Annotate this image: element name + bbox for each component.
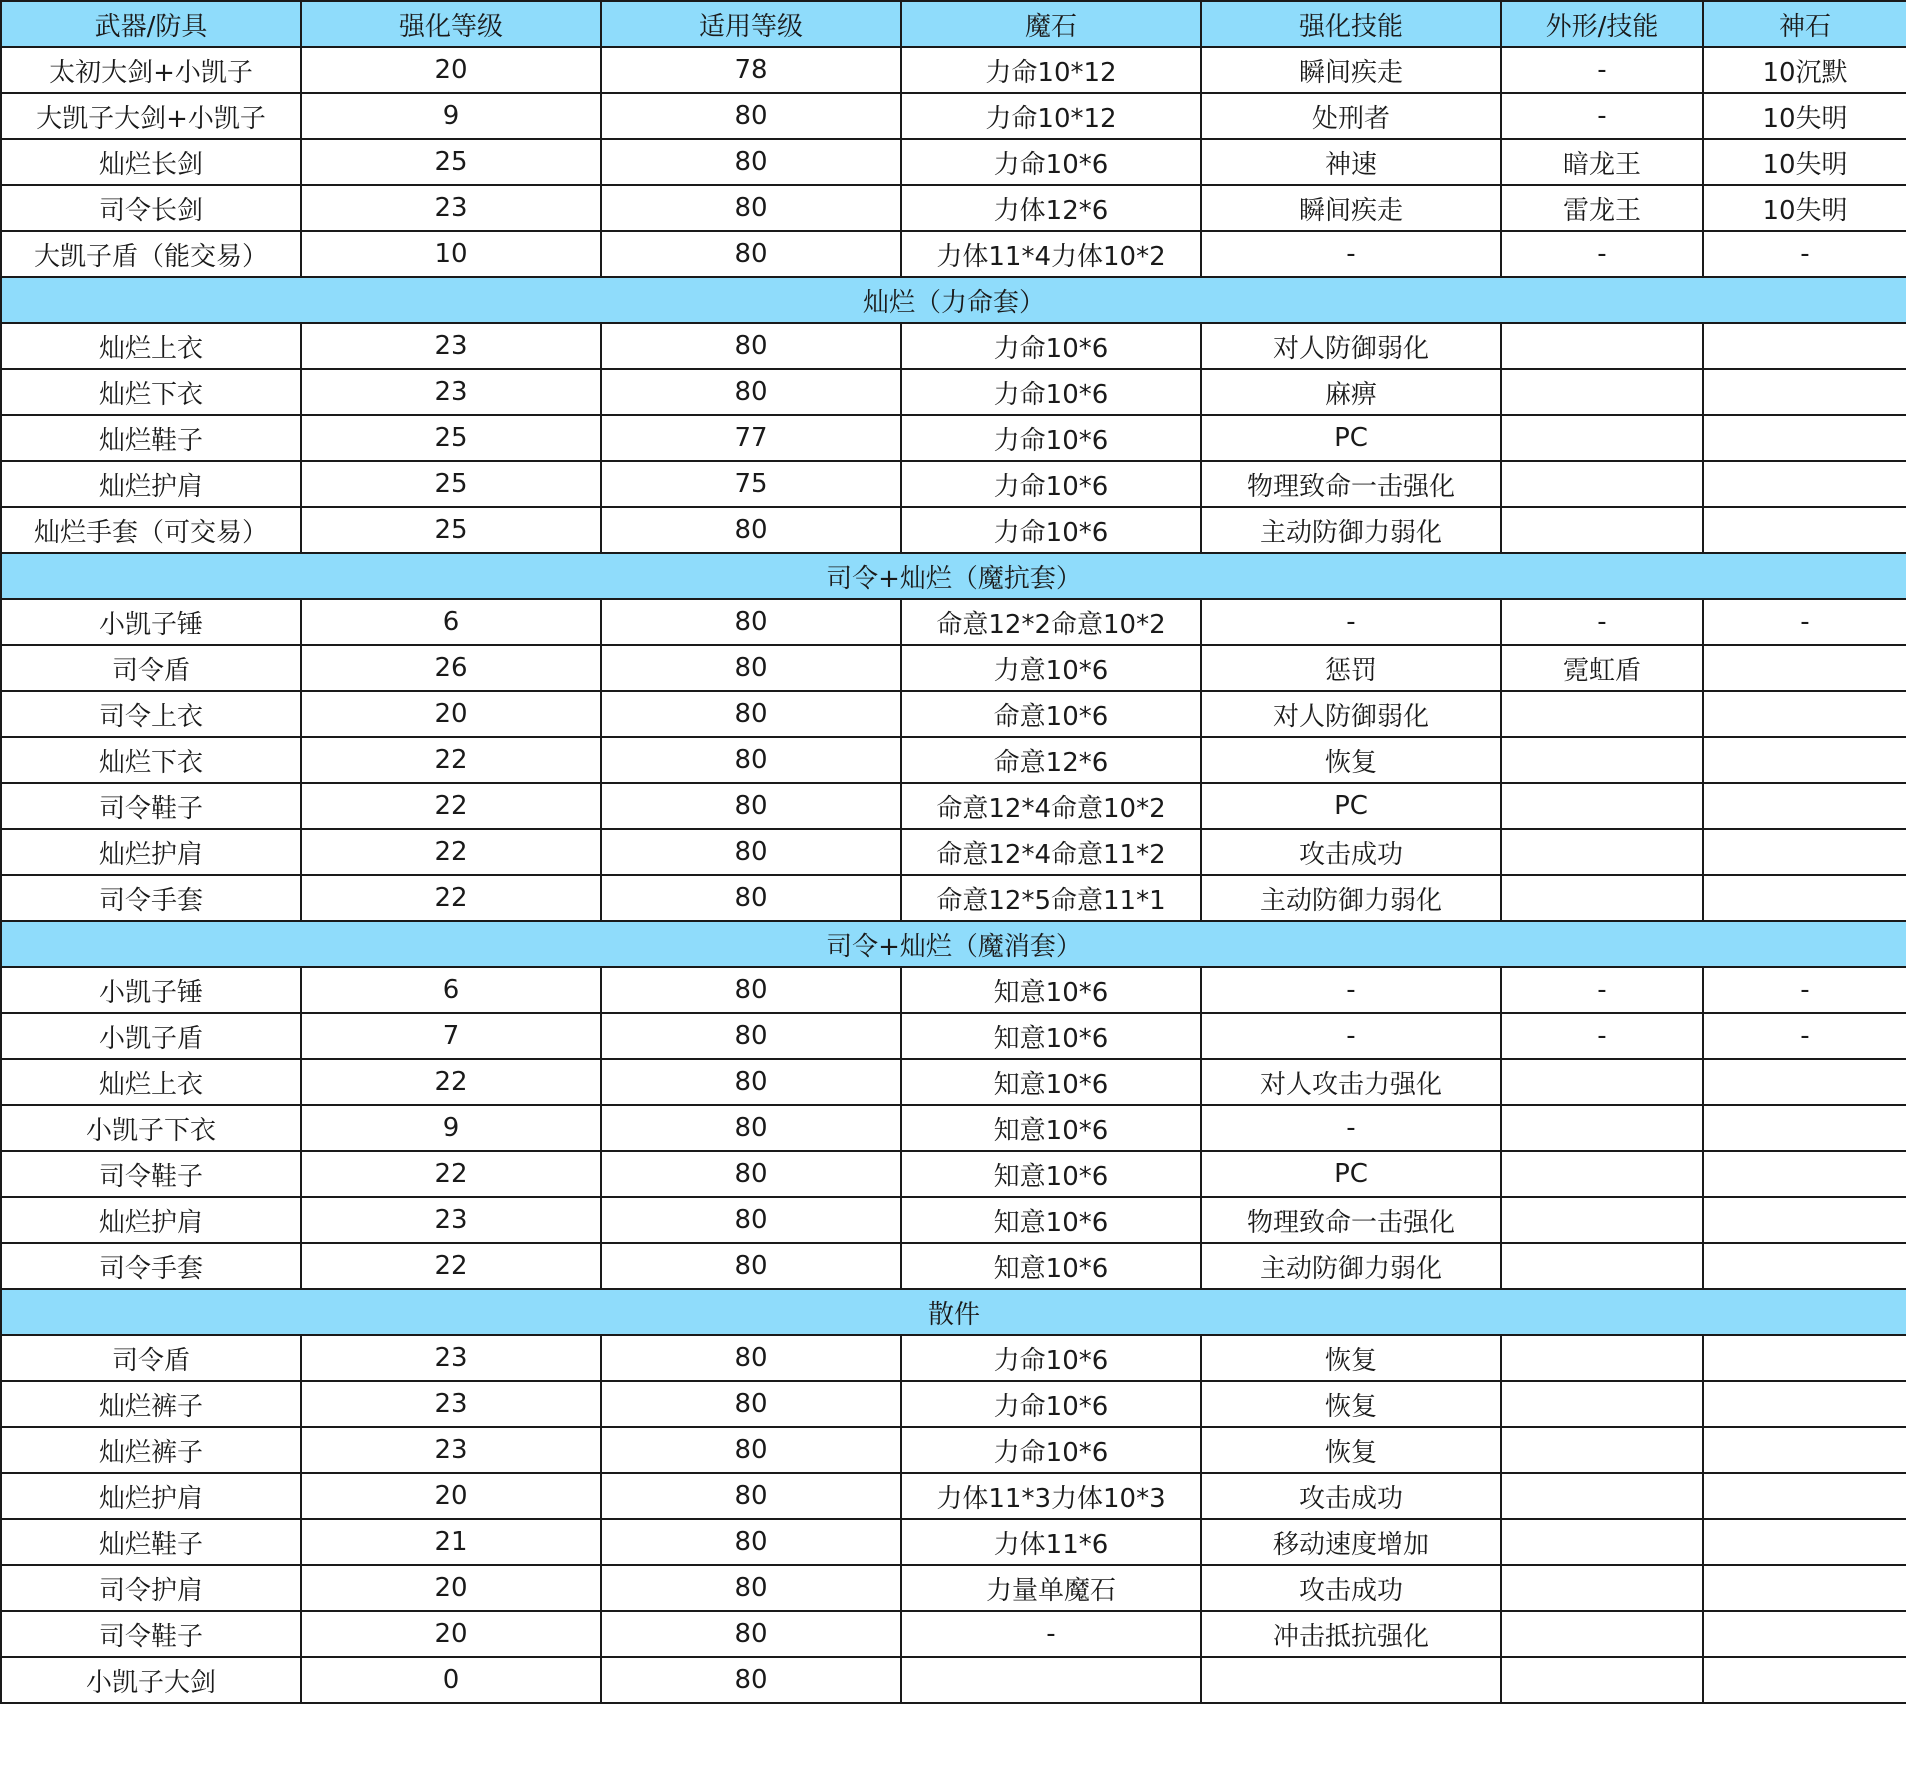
table-cell: 司令盾 <box>1 1335 301 1381</box>
table-row <box>1 599 1906 645</box>
table-cell <box>1703 1151 1906 1197</box>
table-cell: 22 <box>301 737 601 783</box>
table-cell <box>1501 1059 1703 1105</box>
table-cell <box>1501 875 1703 921</box>
table-cell: - <box>1201 231 1501 277</box>
table-cell: 知意10*6 <box>901 1013 1201 1059</box>
table-row <box>1 645 1906 691</box>
table-cell: 20 <box>301 47 601 93</box>
table-cell: 75 <box>601 461 901 507</box>
table-cell <box>1501 1565 1703 1611</box>
table-cell: 0 <box>301 1657 601 1703</box>
table-cell: 力体11*3力体10*3 <box>901 1473 1201 1519</box>
table-cell: 力命10*12 <box>901 47 1201 93</box>
table-row <box>1 967 1906 1013</box>
table-cell: PC <box>1201 783 1501 829</box>
section-title: 灿烂（力命套） <box>1 277 1906 323</box>
table-cell: 22 <box>301 1059 601 1105</box>
table-cell <box>1501 323 1703 369</box>
table-cell <box>1703 507 1906 553</box>
table-row <box>1 783 1906 829</box>
section-row <box>1 921 1906 967</box>
table-cell: 80 <box>601 1611 901 1657</box>
table-cell <box>1501 1657 1703 1703</box>
table-cell: 80 <box>601 1427 901 1473</box>
table-cell: 25 <box>301 415 601 461</box>
table-cell: 灿烂护肩 <box>1 1473 301 1519</box>
section-title: 司令+灿烂（魔消套） <box>1 921 1906 967</box>
table-cell: 司令鞋子 <box>1 783 301 829</box>
table-cell: 物理致命一击强化 <box>1201 461 1501 507</box>
table-cell: 司令手套 <box>1 875 301 921</box>
table-cell: 司令护肩 <box>1 1565 301 1611</box>
table-cell: 80 <box>601 1381 901 1427</box>
table-cell: 80 <box>601 93 901 139</box>
table-cell: 26 <box>301 645 601 691</box>
table-row <box>1 1105 1906 1151</box>
table-cell: 对人防御弱化 <box>1201 691 1501 737</box>
table-cell: - <box>1501 599 1703 645</box>
table-cell: 灿烂裤子 <box>1 1381 301 1427</box>
table-cell: 9 <box>301 93 601 139</box>
table-cell: 灿烂裤子 <box>1 1427 301 1473</box>
table-cell <box>1703 1059 1906 1105</box>
table-cell <box>1703 1473 1906 1519</box>
table-cell: 灿烂鞋子 <box>1 415 301 461</box>
table-cell: 神速 <box>1201 139 1501 185</box>
table-cell: 司令上衣 <box>1 691 301 737</box>
table-row <box>1 1657 1906 1703</box>
table-cell: 77 <box>601 415 901 461</box>
table-cell: 力量单魔石 <box>901 1565 1201 1611</box>
table-row <box>1 1013 1906 1059</box>
table-cell: 攻击成功 <box>1201 1565 1501 1611</box>
table-cell <box>1501 415 1703 461</box>
table-cell: 23 <box>301 1335 601 1381</box>
table-cell: 80 <box>601 369 901 415</box>
table-row <box>1 1611 1906 1657</box>
table-cell: 23 <box>301 1381 601 1427</box>
table-cell <box>1703 369 1906 415</box>
table-cell: 80 <box>601 599 901 645</box>
table-cell: 小凯子锤 <box>1 967 301 1013</box>
table-cell: - <box>901 1611 1201 1657</box>
table-cell: 命意12*2命意10*2 <box>901 599 1201 645</box>
table-row <box>1 829 1906 875</box>
table-cell: 命意12*4命意11*2 <box>901 829 1201 875</box>
table-cell: 23 <box>301 185 601 231</box>
table-cell: 灿烂下衣 <box>1 369 301 415</box>
table-cell <box>901 1657 1201 1703</box>
table-row <box>1 507 1906 553</box>
table-cell: 太初大剑+小凯子 <box>1 47 301 93</box>
table-cell: 23 <box>301 323 601 369</box>
table-cell <box>1201 1657 1501 1703</box>
table-cell <box>1501 1243 1703 1289</box>
table-row <box>1 185 1906 231</box>
table-cell <box>1501 691 1703 737</box>
table-cell: 力命10*6 <box>901 415 1201 461</box>
table-cell: - <box>1501 93 1703 139</box>
table-body <box>1 47 1906 1703</box>
table-cell: 22 <box>301 783 601 829</box>
table-cell: 78 <box>601 47 901 93</box>
table-cell: 力命10*6 <box>901 507 1201 553</box>
table-cell <box>1501 1151 1703 1197</box>
table-cell: 20 <box>301 691 601 737</box>
section-row <box>1 553 1906 599</box>
table-cell: 大凯子大剑+小凯子 <box>1 93 301 139</box>
table-cell: 命意12*5命意11*1 <box>901 875 1201 921</box>
table-row <box>1 1335 1906 1381</box>
table-cell <box>1703 1243 1906 1289</box>
table-cell: - <box>1703 1013 1906 1059</box>
table-row <box>1 691 1906 737</box>
table-row <box>1 737 1906 783</box>
table-cell: 力命10*12 <box>901 93 1201 139</box>
table-cell: 恢复 <box>1201 737 1501 783</box>
section-row <box>1 1289 1906 1335</box>
table-row <box>1 1197 1906 1243</box>
table-cell <box>1501 783 1703 829</box>
table-cell: 灿烂手套（可交易） <box>1 507 301 553</box>
table-cell: PC <box>1201 415 1501 461</box>
table-cell <box>1501 1427 1703 1473</box>
table-row <box>1 47 1906 93</box>
table-cell <box>1501 1105 1703 1151</box>
table-cell: 司令手套 <box>1 1243 301 1289</box>
header-cell: 武器/防具 <box>1 1 301 47</box>
table-cell: 小凯子盾 <box>1 1013 301 1059</box>
table-cell: 80 <box>601 1105 901 1151</box>
table-cell: 80 <box>601 829 901 875</box>
table-cell: 80 <box>601 1657 901 1703</box>
table-cell: 25 <box>301 461 601 507</box>
table-row <box>1 369 1906 415</box>
table-cell: 22 <box>301 875 601 921</box>
table-cell: 主动防御力弱化 <box>1201 1243 1501 1289</box>
table-cell: 80 <box>601 645 901 691</box>
table-cell: 司令鞋子 <box>1 1611 301 1657</box>
table-cell: 力命10*6 <box>901 323 1201 369</box>
section-title: 司令+灿烂（魔抗套） <box>1 553 1906 599</box>
table-cell: 力体12*6 <box>901 185 1201 231</box>
table-cell: 80 <box>601 1335 901 1381</box>
table-cell: 20 <box>301 1565 601 1611</box>
table-cell: - <box>1501 967 1703 1013</box>
table-cell: - <box>1501 231 1703 277</box>
table-cell <box>1703 1565 1906 1611</box>
table-cell: 命意12*4命意10*2 <box>901 783 1201 829</box>
table-cell: 21 <box>301 1519 601 1565</box>
header-cell: 强化等级 <box>301 1 601 47</box>
table-cell: 瞬间疾走 <box>1201 185 1501 231</box>
table-row <box>1 231 1906 277</box>
table-cell <box>1703 1381 1906 1427</box>
table-cell: 灿烂下衣 <box>1 737 301 783</box>
table-cell <box>1703 783 1906 829</box>
table-cell: 对人防御弱化 <box>1201 323 1501 369</box>
table-cell: 灿烂上衣 <box>1 1059 301 1105</box>
table-cell <box>1703 415 1906 461</box>
table-cell: 对人攻击力强化 <box>1201 1059 1501 1105</box>
table-cell <box>1501 1611 1703 1657</box>
table-cell: 20 <box>301 1473 601 1519</box>
table-cell: 10失明 <box>1703 139 1906 185</box>
table-cell: 主动防御力弱化 <box>1201 875 1501 921</box>
table-row <box>1 1151 1906 1197</box>
table-cell: 灿烂长剑 <box>1 139 301 185</box>
table-cell <box>1703 829 1906 875</box>
table-cell <box>1501 1197 1703 1243</box>
table-cell <box>1703 1657 1906 1703</box>
table-cell: 力命10*6 <box>901 1381 1201 1427</box>
table-cell: 力命10*6 <box>901 461 1201 507</box>
table-cell <box>1703 1611 1906 1657</box>
header-cell: 外形/技能 <box>1501 1 1703 47</box>
table-cell: - <box>1201 1105 1501 1151</box>
table-cell: 10失明 <box>1703 185 1906 231</box>
table-cell: 80 <box>601 139 901 185</box>
table-cell: 司令长剑 <box>1 185 301 231</box>
table-cell: 司令鞋子 <box>1 1151 301 1197</box>
header-cell: 适用等级 <box>601 1 901 47</box>
table-cell: 9 <box>301 1105 601 1151</box>
table-cell: 80 <box>601 1059 901 1105</box>
table-cell: 80 <box>601 1151 901 1197</box>
table-cell: 小凯子锤 <box>1 599 301 645</box>
table-cell: 力意10*6 <box>901 645 1201 691</box>
table-cell: 80 <box>601 323 901 369</box>
table-cell <box>1703 1427 1906 1473</box>
table-cell: 80 <box>601 1519 901 1565</box>
table-row <box>1 1565 1906 1611</box>
table-cell: 80 <box>601 967 901 1013</box>
table-cell: 力命10*6 <box>901 369 1201 415</box>
table-cell: 知意10*6 <box>901 1059 1201 1105</box>
table-cell: 雷龙王 <box>1501 185 1703 231</box>
table-cell: 25 <box>301 507 601 553</box>
table-cell: 6 <box>301 599 601 645</box>
table-cell: 小凯子大剑 <box>1 1657 301 1703</box>
table-cell <box>1703 691 1906 737</box>
table-row <box>1 1427 1906 1473</box>
table-cell: 25 <box>301 139 601 185</box>
table-cell: 23 <box>301 1197 601 1243</box>
table-cell: 80 <box>601 1197 901 1243</box>
table-cell: 22 <box>301 1151 601 1197</box>
table-cell: 攻击成功 <box>1201 1473 1501 1519</box>
table-row <box>1 323 1906 369</box>
table-cell: - <box>1201 599 1501 645</box>
table-cell: 命意12*6 <box>901 737 1201 783</box>
table-cell: 80 <box>601 691 901 737</box>
table-cell: - <box>1201 967 1501 1013</box>
table-cell: 恢复 <box>1201 1335 1501 1381</box>
table-cell: 物理致命一击强化 <box>1201 1197 1501 1243</box>
table-cell: 灿烂鞋子 <box>1 1519 301 1565</box>
table-cell: 80 <box>601 231 901 277</box>
table-cell: 力命10*6 <box>901 1335 1201 1381</box>
table-cell: 司令盾 <box>1 645 301 691</box>
table-row <box>1 1519 1906 1565</box>
table-cell: 23 <box>301 369 601 415</box>
table-cell <box>1703 461 1906 507</box>
table-cell: 惩罚 <box>1201 645 1501 691</box>
table-cell: 霓虹盾 <box>1501 645 1703 691</box>
table-row <box>1 1381 1906 1427</box>
table-cell: 冲击抵抗强化 <box>1201 1611 1501 1657</box>
table-cell: 80 <box>601 737 901 783</box>
table-row <box>1 1059 1906 1105</box>
table-cell: - <box>1703 231 1906 277</box>
table-cell: 80 <box>601 1473 901 1519</box>
table-row <box>1 93 1906 139</box>
table-row <box>1 1473 1906 1519</box>
table-row <box>1 875 1906 921</box>
table-cell: 小凯子下衣 <box>1 1105 301 1151</box>
header-cell: 强化技能 <box>1201 1 1501 47</box>
table-cell: 知意10*6 <box>901 1197 1201 1243</box>
table-cell <box>1703 875 1906 921</box>
table-cell: 大凯子盾（能交易） <box>1 231 301 277</box>
table-cell <box>1703 645 1906 691</box>
table-cell: 知意10*6 <box>901 967 1201 1013</box>
table-cell: - <box>1201 1013 1501 1059</box>
table-cell: 80 <box>601 1565 901 1611</box>
table-cell: 力命10*6 <box>901 1427 1201 1473</box>
table-cell: 瞬间疾走 <box>1201 47 1501 93</box>
table-cell <box>1703 323 1906 369</box>
table-cell: 10沉默 <box>1703 47 1906 93</box>
table-cell: 灿烂护肩 <box>1 829 301 875</box>
table-cell: 恢复 <box>1201 1427 1501 1473</box>
table-cell: 80 <box>601 1243 901 1289</box>
table-cell: 80 <box>601 875 901 921</box>
table-cell: 灿烂上衣 <box>1 323 301 369</box>
table-row <box>1 415 1906 461</box>
table-cell: 80 <box>601 185 901 231</box>
table-cell: 知意10*6 <box>901 1243 1201 1289</box>
header-cell: 神石 <box>1703 1 1906 47</box>
table-cell: 22 <box>301 1243 601 1289</box>
table-cell: 22 <box>301 829 601 875</box>
table-cell: 20 <box>301 1611 601 1657</box>
table-cell <box>1703 1335 1906 1381</box>
table-cell: 主动防御力弱化 <box>1201 507 1501 553</box>
table-cell: 80 <box>601 783 901 829</box>
table-cell: - <box>1703 967 1906 1013</box>
table-cell <box>1703 737 1906 783</box>
table-row <box>1 139 1906 185</box>
table-cell: 麻痹 <box>1201 369 1501 415</box>
table-cell: PC <box>1201 1151 1501 1197</box>
header-row <box>1 1 1906 47</box>
header-cell: 魔石 <box>901 1 1201 47</box>
table-cell: 80 <box>601 507 901 553</box>
table-cell: 攻击成功 <box>1201 829 1501 875</box>
table-row <box>1 461 1906 507</box>
table-cell: 力命10*6 <box>901 139 1201 185</box>
table-cell: - <box>1703 599 1906 645</box>
table-cell: 力体11*6 <box>901 1519 1201 1565</box>
table-cell: - <box>1501 1013 1703 1059</box>
table-cell: 80 <box>601 1013 901 1059</box>
table-cell: 10 <box>301 231 601 277</box>
section-title: 散件 <box>1 1289 1906 1335</box>
table-cell <box>1501 461 1703 507</box>
section-row <box>1 277 1906 323</box>
table-cell: - <box>1501 47 1703 93</box>
table-cell: 移动速度增加 <box>1201 1519 1501 1565</box>
table-cell <box>1501 1335 1703 1381</box>
table-cell: 暗龙王 <box>1501 139 1703 185</box>
table-cell <box>1501 1519 1703 1565</box>
table-cell: 灿烂护肩 <box>1 461 301 507</box>
table-cell: 恢复 <box>1201 1381 1501 1427</box>
table-cell: 知意10*6 <box>901 1151 1201 1197</box>
table-cell <box>1501 1381 1703 1427</box>
table-cell <box>1703 1519 1906 1565</box>
table-cell <box>1501 369 1703 415</box>
table-cell <box>1703 1105 1906 1151</box>
table-cell: 知意10*6 <box>901 1105 1201 1151</box>
table-cell <box>1501 737 1703 783</box>
table-cell <box>1501 829 1703 875</box>
table-cell: 7 <box>301 1013 601 1059</box>
table-cell: 命意10*6 <box>901 691 1201 737</box>
table-row <box>1 1243 1906 1289</box>
table-cell: 灿烂护肩 <box>1 1197 301 1243</box>
table-cell: 6 <box>301 967 601 1013</box>
table-cell <box>1501 507 1703 553</box>
table-cell: 10失明 <box>1703 93 1906 139</box>
table-cell: 23 <box>301 1427 601 1473</box>
table-cell: 力体11*4力体10*2 <box>901 231 1201 277</box>
table-cell: 处刑者 <box>1201 93 1501 139</box>
table-cell <box>1703 1197 1906 1243</box>
table-cell <box>1501 1473 1703 1519</box>
